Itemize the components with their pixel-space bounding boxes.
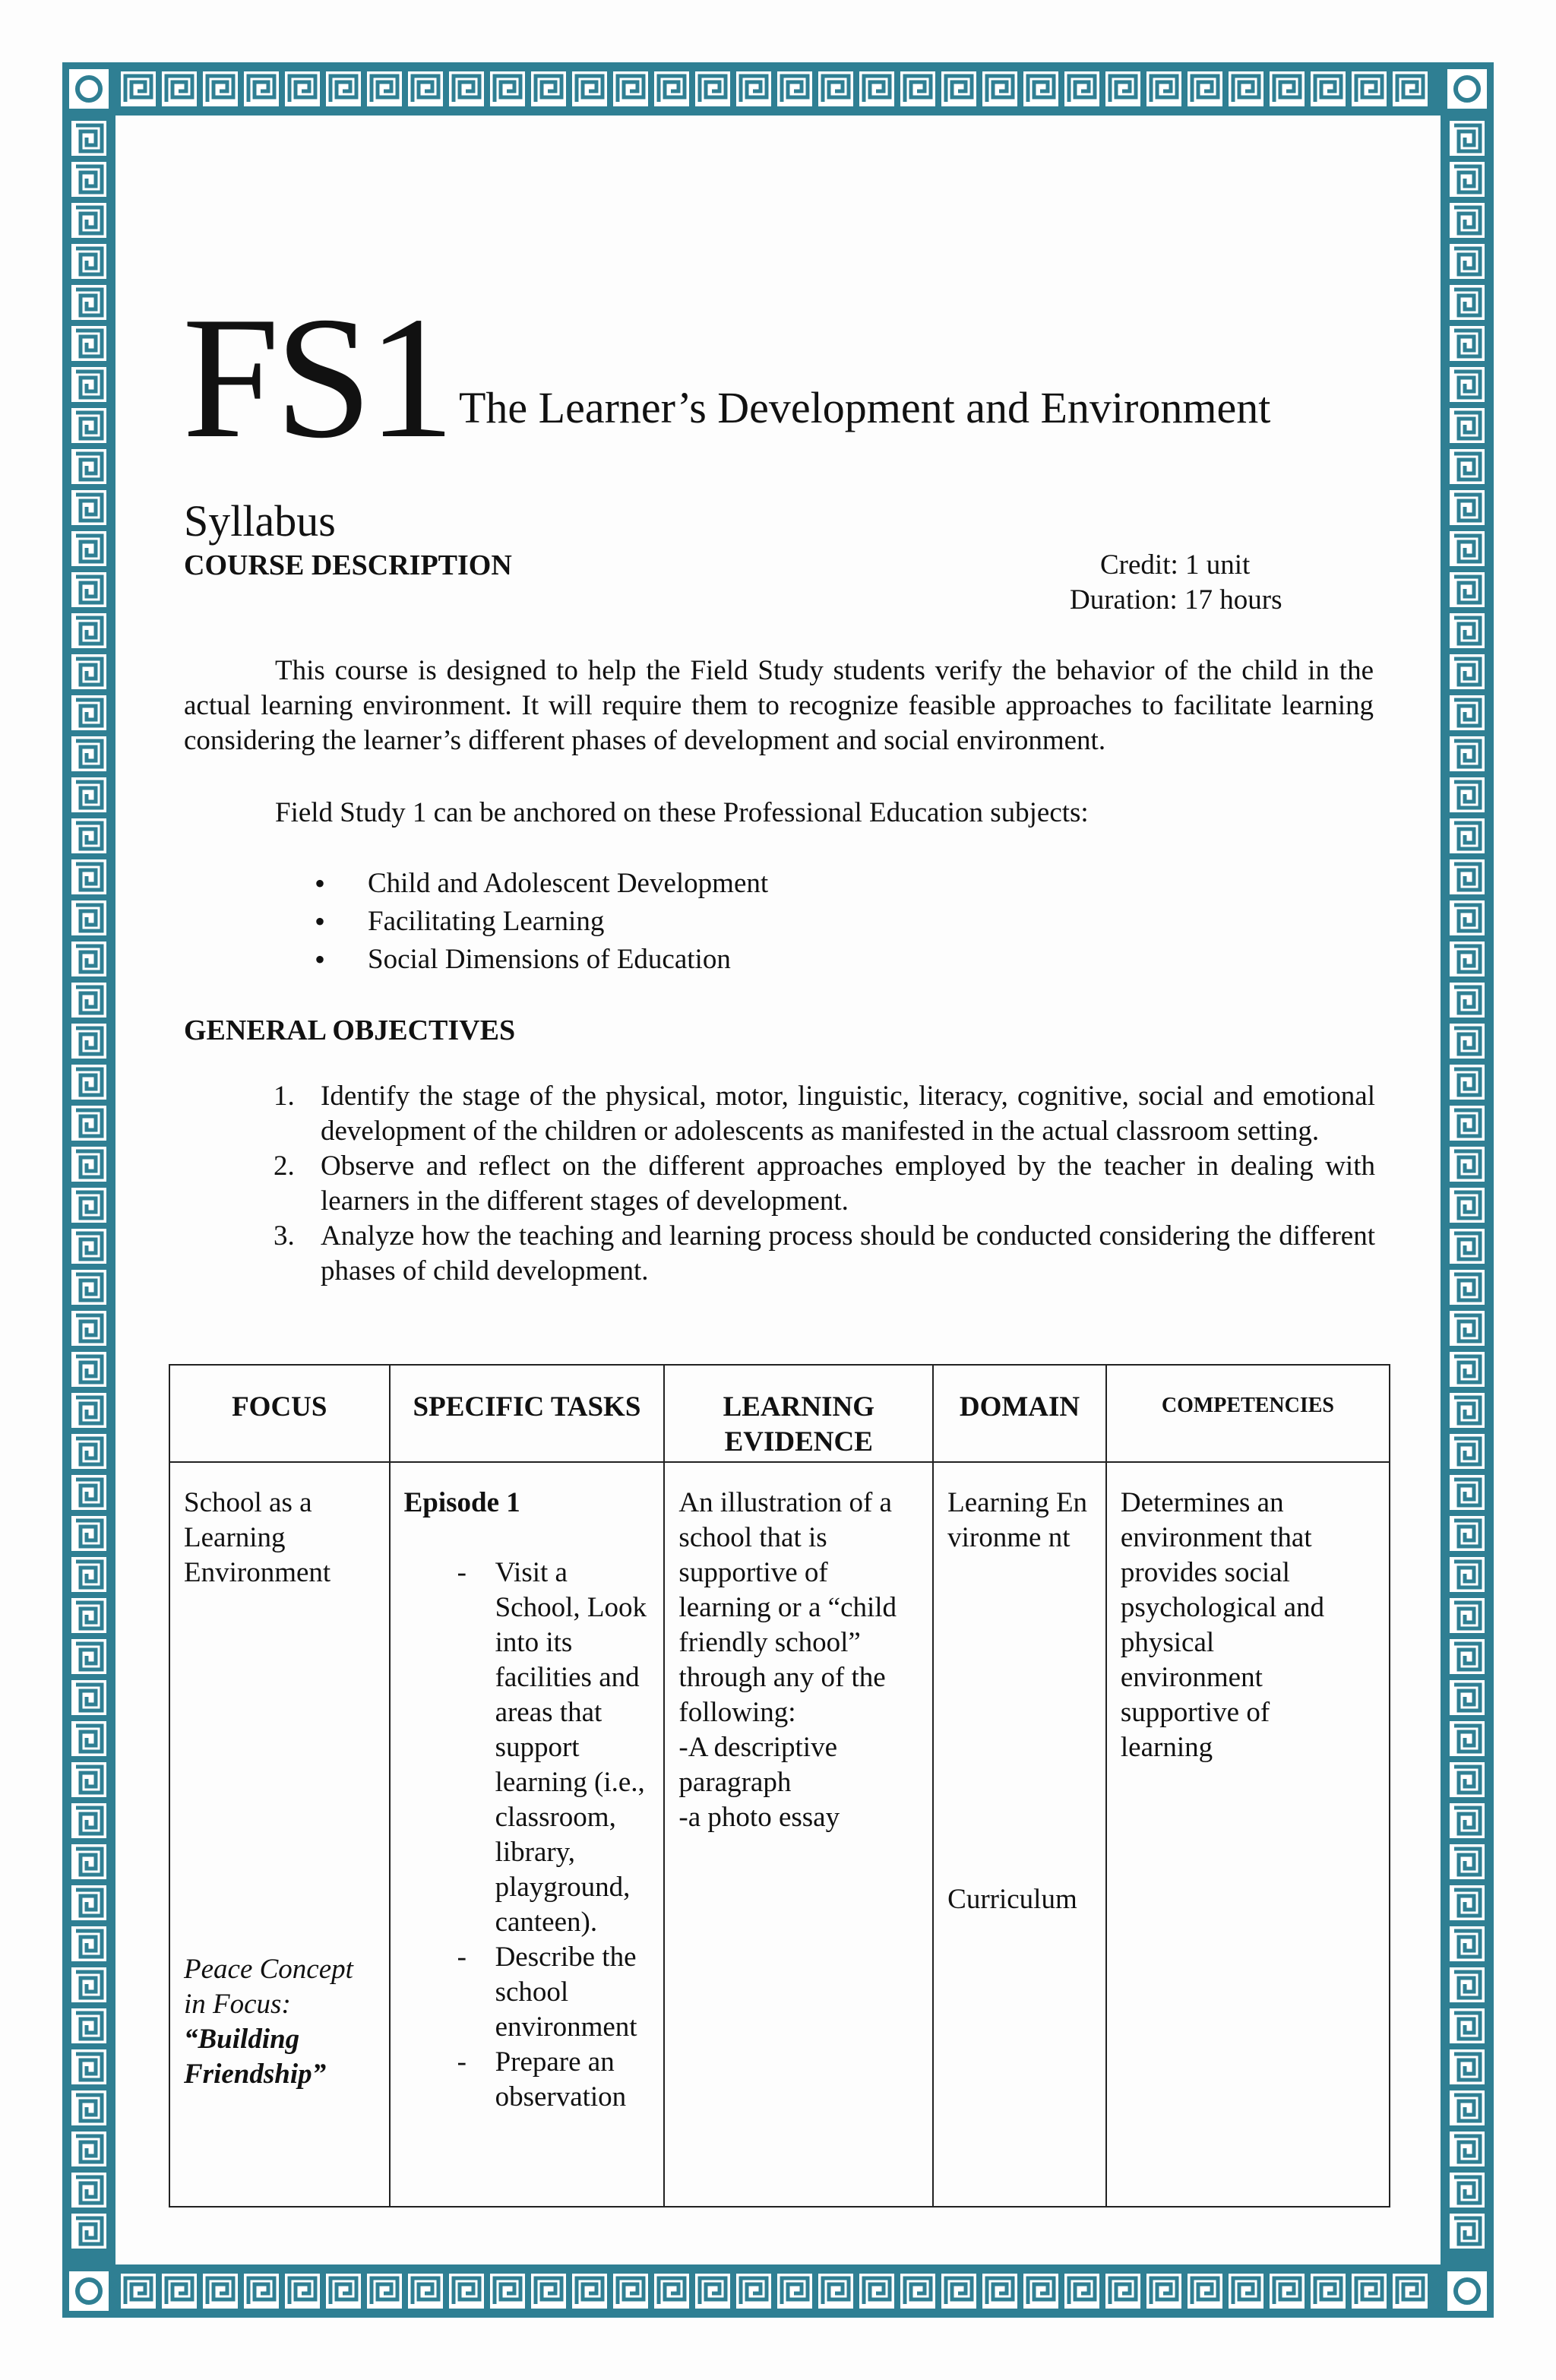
course-code: FS1 (182, 280, 451, 474)
peace-concept-value: “Building Friendship” (184, 2024, 327, 2090)
subject-list (315, 865, 768, 979)
domain-cell (933, 1462, 1106, 2207)
course-description-heading: COURSE DESCRIPTION (184, 549, 512, 581)
list-item: • Facilitating Learning (315, 903, 768, 941)
task-list (404, 1556, 650, 2115)
header-learning-evidence: LEARNING EVIDENCE (664, 1365, 933, 1462)
credit-info: Credit: 1 unit (1100, 549, 1251, 581)
focus-cell (169, 1462, 390, 2207)
evidence-intro: An illustration of a school that is supportive of learning or a “child friendly school” through any of the following: (678, 1487, 897, 1728)
table-header-row (169, 1365, 1390, 1462)
header-specific-tasks: SPECIFIC TASKS (390, 1365, 665, 1462)
competencies-cell: Determines an environment that provides social psychological and physical environment supportive of learning (1106, 1462, 1390, 2207)
list-item: 3. Analyze how the teaching and learning process should be conducted considering the different phases of child development. (274, 1220, 1375, 1287)
list-item: - Prepare an observation (404, 2045, 650, 2115)
focus-text: School as a Learning Environment (184, 1487, 331, 1588)
peace-concept-label: Peace Concept in Focus: (184, 1954, 353, 2020)
list-item: • Social Dimensions of Education (315, 941, 768, 979)
list-item: 1. Identify the stage of the physical, motor, linguistic, literacy, cognitive, social and emotional development of the children or adolescents as manifested in the actual classroom setting. (274, 1081, 1375, 1147)
anchor-intro: Field Study 1 can be anchored on these Professional Education subjects: (275, 797, 1089, 828)
duration-info: Duration: 17 hours (1070, 584, 1282, 616)
course-title: The Learner’s Development and Environment (459, 383, 1271, 432)
table-row (169, 1462, 1390, 2207)
domain-curriculum: Curriculum (947, 1884, 1077, 1915)
list-item: 2. Observe and reflect on the different approaches employed by the teacher in dealing with learners in the different stages of development. (274, 1150, 1375, 1217)
syllabus-table (169, 1364, 1390, 2208)
header-domain: DOMAIN (933, 1365, 1106, 1462)
list-item: - Describe the school environment (404, 1940, 650, 2045)
header-competencies: COMPETENCIES (1106, 1365, 1390, 1462)
general-objectives-heading: GENERAL OBJECTIVES (184, 1014, 516, 1046)
course-description-paragraph: This course is designed to help the Field Study students verify the behavior of the child in the actual learning environment. It will require them to recognize feasible approaches to facilitate learning considering the learner’s different phases of development and social environment. (184, 655, 1374, 756)
syllabus-label: Syllabus (184, 496, 336, 546)
evidence-item: -A descriptive paragraph (678, 1732, 837, 1798)
evidence-cell (664, 1462, 933, 2207)
header-focus: FOCUS (169, 1365, 390, 1462)
domain-learning-environment: Learning Environme nt (947, 1487, 1088, 1553)
evidence-item: -a photo essay (678, 1802, 840, 1833)
tasks-cell (390, 1462, 665, 2207)
list-item: • Child and Adolescent Development (315, 865, 768, 903)
list-item: - Visit a School, Look into its facilities and areas that support learning (i.e., classroom, library, playground, canteen). (404, 1556, 650, 1940)
episode-label: Episode 1 (403, 1487, 520, 1518)
objectives-list (274, 1079, 1375, 1289)
